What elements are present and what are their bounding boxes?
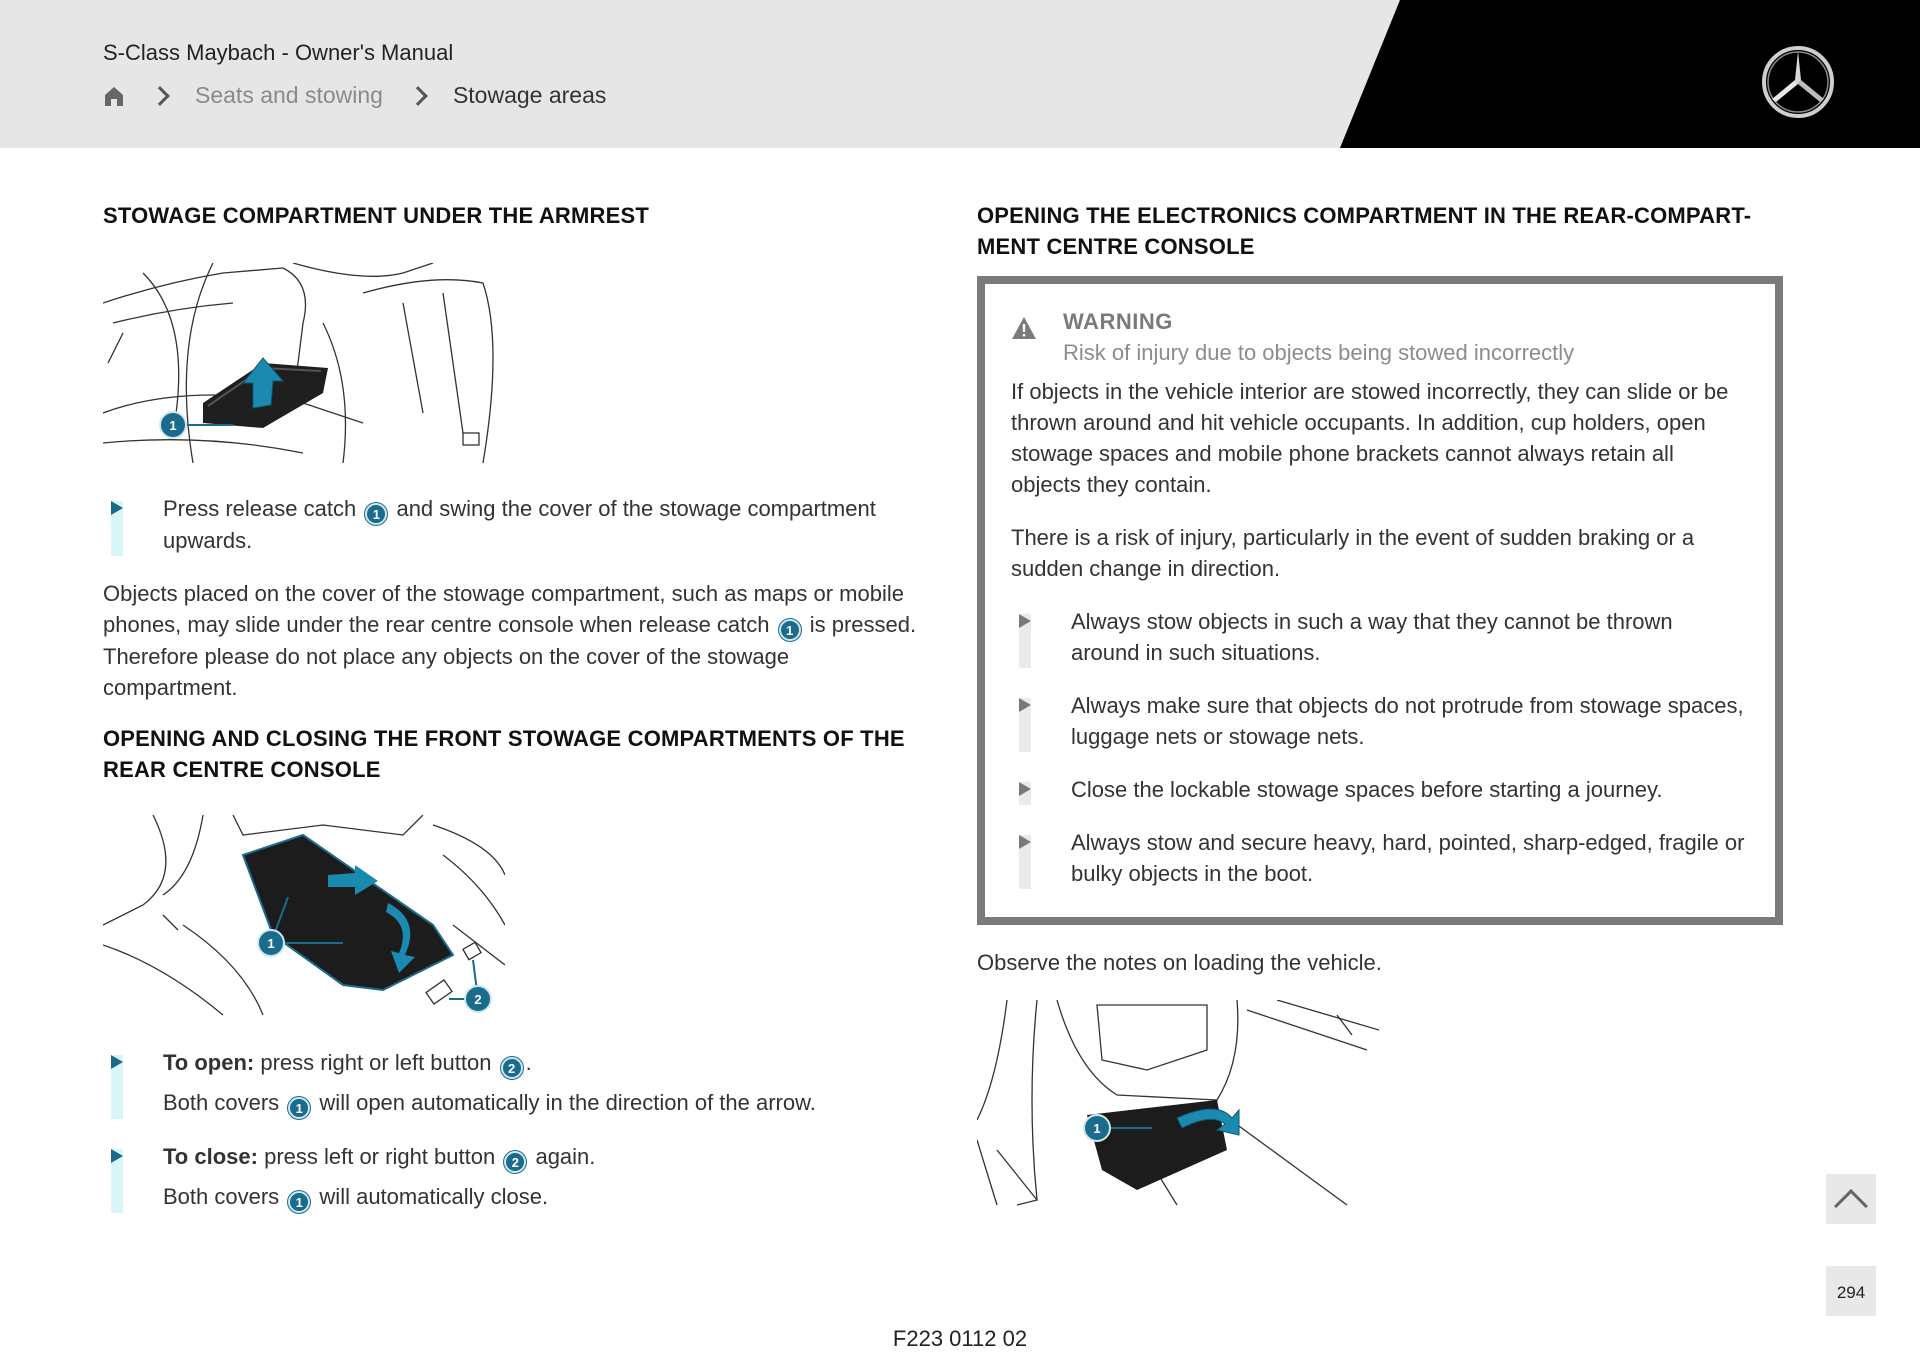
breadcrumb-link-seats[interactable]: Seats and stowing (195, 82, 383, 108)
svg-text:1: 1 (267, 936, 275, 951)
section-heading-front-compartments: OPENING AND CLOSING THE FRONT STOWAGE COMPARTMENTS OF THE REAR CENTRE CONSOLE (103, 726, 905, 782)
step-result (163, 1087, 923, 1119)
result-text: Both covers (163, 1090, 280, 1115)
warning-step (1011, 690, 1747, 752)
warning-step (1011, 827, 1747, 889)
warning-paragraph-2: There is a risk of injury, particularly in the event of sudden braking or a sudden change in direction. (1011, 525, 1695, 581)
callout-badge-1: 1 (288, 1097, 310, 1119)
mercedes-star-logo-icon (1760, 44, 1836, 120)
step-text: press left or right button (264, 1144, 496, 1169)
step-arrow-icon (1019, 782, 1031, 796)
warning-step (1011, 606, 1747, 668)
warning-title: WARNING (1063, 309, 1173, 334)
step-arrow-icon (1019, 835, 1031, 849)
electronics-compartment-illustration (977, 1000, 1379, 1208)
breadcrumb-current: Stowage areas (452, 82, 607, 108)
step-label: To close: (163, 1144, 258, 1169)
warning-step-text: Always stow and secure heavy, hard, pointed, sharp-edged, fragile or bulky objects in the boot. (1071, 830, 1745, 886)
warning-paragraph-1: If objects in the vehicle interior are stowed incorrectly, they can slide or be thrown around and hit vehicle occupants. In addition, cup holders, open stowage spaces and mobile phone brackets cannot always retain all objects they contain. (1011, 379, 1729, 497)
note-text: is pressed. Therefore please do not place any objects on the cover of the stowage compartment. (103, 612, 917, 700)
note-text: Objects placed on the cover of the stowage compartment, such as maps or mobile phones, may slide under the rear centre console when release catch (103, 581, 904, 637)
breadcrumb (103, 82, 606, 109)
step-arrow-icon (111, 1055, 123, 1069)
step-text: . (525, 1050, 532, 1075)
step-arrow-icon (111, 1149, 123, 1163)
step-result (163, 1181, 923, 1213)
callout-badge-2: 2 (504, 1151, 526, 1173)
chevron-right-icon (150, 86, 170, 106)
step-text: and swing the cover of the stowage compartment upwards. (163, 496, 876, 553)
warning-box (977, 276, 1783, 925)
warning-header (1011, 306, 1747, 368)
warning-subtitle: Risk of injury due to objects being stowed incorrectly (1063, 340, 1575, 365)
step-text: again. (535, 1144, 596, 1169)
figure-code: F223 0112 02 (892, 1326, 1028, 1351)
callout-badge-2: 2 (501, 1057, 523, 1079)
step-label: To open: (163, 1050, 255, 1075)
scroll-to-top-button[interactable] (1826, 1174, 1876, 1224)
step-arrow-icon (1019, 698, 1031, 712)
observe-notes-text: Observe the notes on loading the vehicle. (977, 950, 1382, 975)
warning-step-text: Close the lockable stowage spaces before starting a journey. (1071, 777, 1663, 802)
armrest-compartment-illustration (103, 263, 505, 471)
result-text: Both covers (163, 1184, 280, 1209)
warning-step (1011, 774, 1747, 805)
step-to-open (103, 1047, 923, 1119)
chevron-right-icon (408, 86, 428, 106)
step-arrow-icon (1019, 614, 1031, 628)
callout-badge-1: 1 (779, 619, 801, 641)
left-column (103, 200, 923, 1213)
svg-text:1: 1 (169, 418, 177, 433)
section-heading-electronics: OPENING THE ELECTRONICS COMPARTMENT IN THE REAR-COMPART-MENT CENTRE CONSOLE (977, 203, 1752, 259)
svg-text:1: 1 (1093, 1121, 1101, 1136)
warning-step-text: Always stow objects in such a way that they cannot be thrown around in such situations. (1071, 609, 1673, 665)
callout-badge-1: 1 (365, 503, 387, 525)
step-press-release-catch (103, 493, 923, 556)
step-to-close (103, 1141, 923, 1213)
front-compartments-illustration (103, 815, 505, 1023)
step-text: press right or left button (260, 1050, 492, 1075)
step-text: Press release catch (163, 496, 357, 521)
page-number-button[interactable]: 294 (1826, 1266, 1876, 1316)
home-icon[interactable] (103, 85, 125, 107)
svg-text:2: 2 (474, 992, 482, 1007)
callout-badge-1: 1 (288, 1191, 310, 1213)
page-header (0, 0, 1920, 148)
section-heading-armrest: STOWAGE COMPARTMENT UNDER THE ARMREST (103, 203, 649, 228)
right-column (977, 200, 1783, 1208)
document-title: S-Class Maybach - Owner's Manual (103, 40, 454, 65)
warning-triangle-icon (1011, 316, 1037, 340)
result-text: will automatically close. (319, 1184, 549, 1209)
armrest-note-paragraph (103, 578, 923, 703)
warning-step-text: Always make sure that objects do not protrude from stowage spaces, luggage nets or stowage nets. (1071, 693, 1744, 749)
chevron-up-icon (1834, 1189, 1868, 1223)
result-text: will open automatically in the direction of the arrow. (319, 1090, 816, 1115)
step-arrow-icon (111, 501, 123, 515)
